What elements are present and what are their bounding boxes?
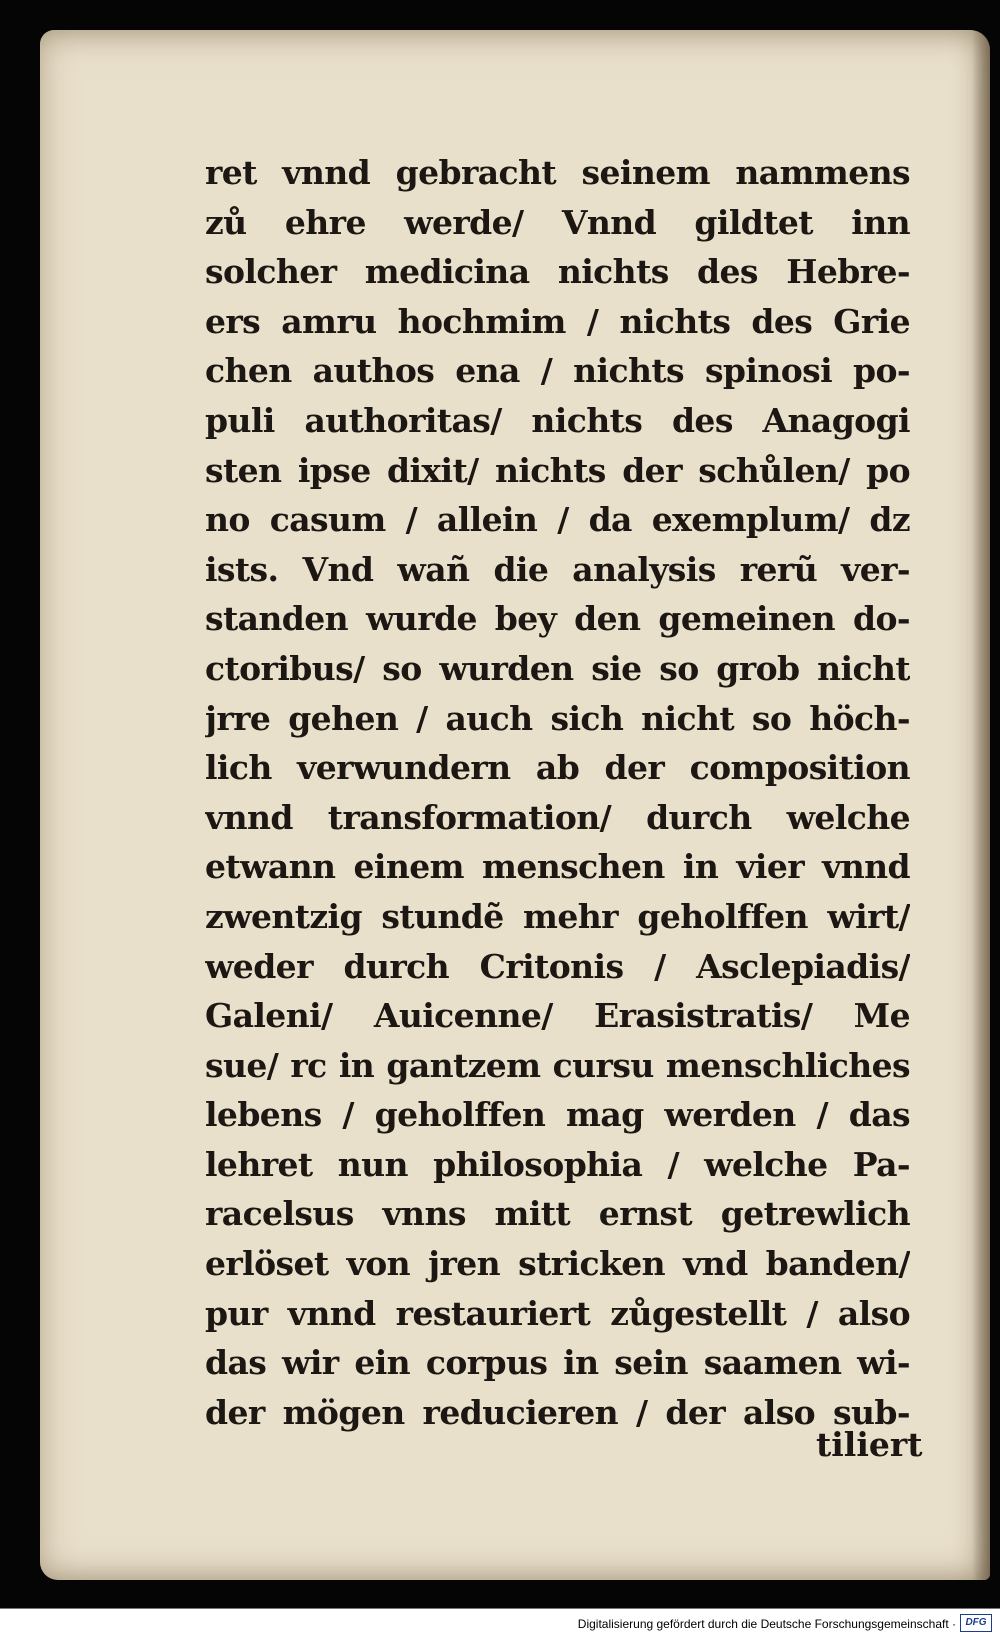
text-line: zů ehre werde/ Vnnd gildtet inn <box>205 202 910 242</box>
text-line: chen authos ena / nichts spinosi po- <box>205 351 910 391</box>
digitization-credit: Digitalisierung gefördert durch die Deutsche Forschungsgemeinschaft · <box>577 1617 956 1631</box>
text-line: standen wurde bey den gemeinen do- <box>205 599 910 639</box>
text-line: no casum / allein / da exemplum/ dz <box>205 500 910 540</box>
catchword: tiliert <box>816 1425 923 1464</box>
text-line: pur vnnd restauriert zůgestellt / also <box>205 1293 910 1333</box>
book-page <box>40 30 990 1580</box>
text-line: sue/ rc in gantzem cursu menschliches <box>205 1045 910 1085</box>
text-line: ctoribus/ so wurden sie so grob nicht <box>205 648 910 688</box>
text-line: das wir ein corpus in sein saamen wi- <box>205 1343 910 1383</box>
text-line: zwentzig stundẽ mehr geholffen wirt/ <box>205 896 910 936</box>
text-line: racelsus vnns mitt ernst getrewlich <box>205 1194 910 1234</box>
text-line: etwann einem menschen in vier vnnd <box>205 847 910 887</box>
text-line: vnnd transformation/ durch welche <box>205 797 910 837</box>
text-line: puli authoritas/ nichts des Anagogi <box>205 400 910 440</box>
text-line: erlöset von jren stricken vnd banden/ <box>205 1244 910 1284</box>
text-line: sten ipse dixit/ nichts der schůlen/ po <box>205 450 910 490</box>
text-line: jrre gehen / auch sich nicht so höch- <box>205 698 910 738</box>
text-line: der mögen reducieren / der also sub- <box>205 1392 910 1432</box>
page-text-block <box>205 148 910 1437</box>
footer-bar <box>0 1608 1000 1637</box>
text-line: Galeni/ Auicenne/ Erasistratis/ Me <box>205 996 910 1036</box>
text-line: solcher medicina nichts des Hebre- <box>205 252 910 292</box>
text-line: lich verwundern ab der composition <box>205 748 910 788</box>
dfg-logo: DFG <box>960 1614 992 1632</box>
text-line: ers amru hochmim / nichts des Grie <box>205 301 910 341</box>
text-line: lehret nun philosophia / welche Pa- <box>205 1144 910 1184</box>
text-line: weder durch Critonis / Asclepiadis/ <box>205 946 910 986</box>
text-line: ists. Vnd wañ die analysis rerũ ver- <box>205 549 910 589</box>
text-line: ret vnnd gebracht seinem nammens <box>205 153 910 192</box>
text-line: lebens / geholffen mag werden / das <box>205 1095 910 1135</box>
